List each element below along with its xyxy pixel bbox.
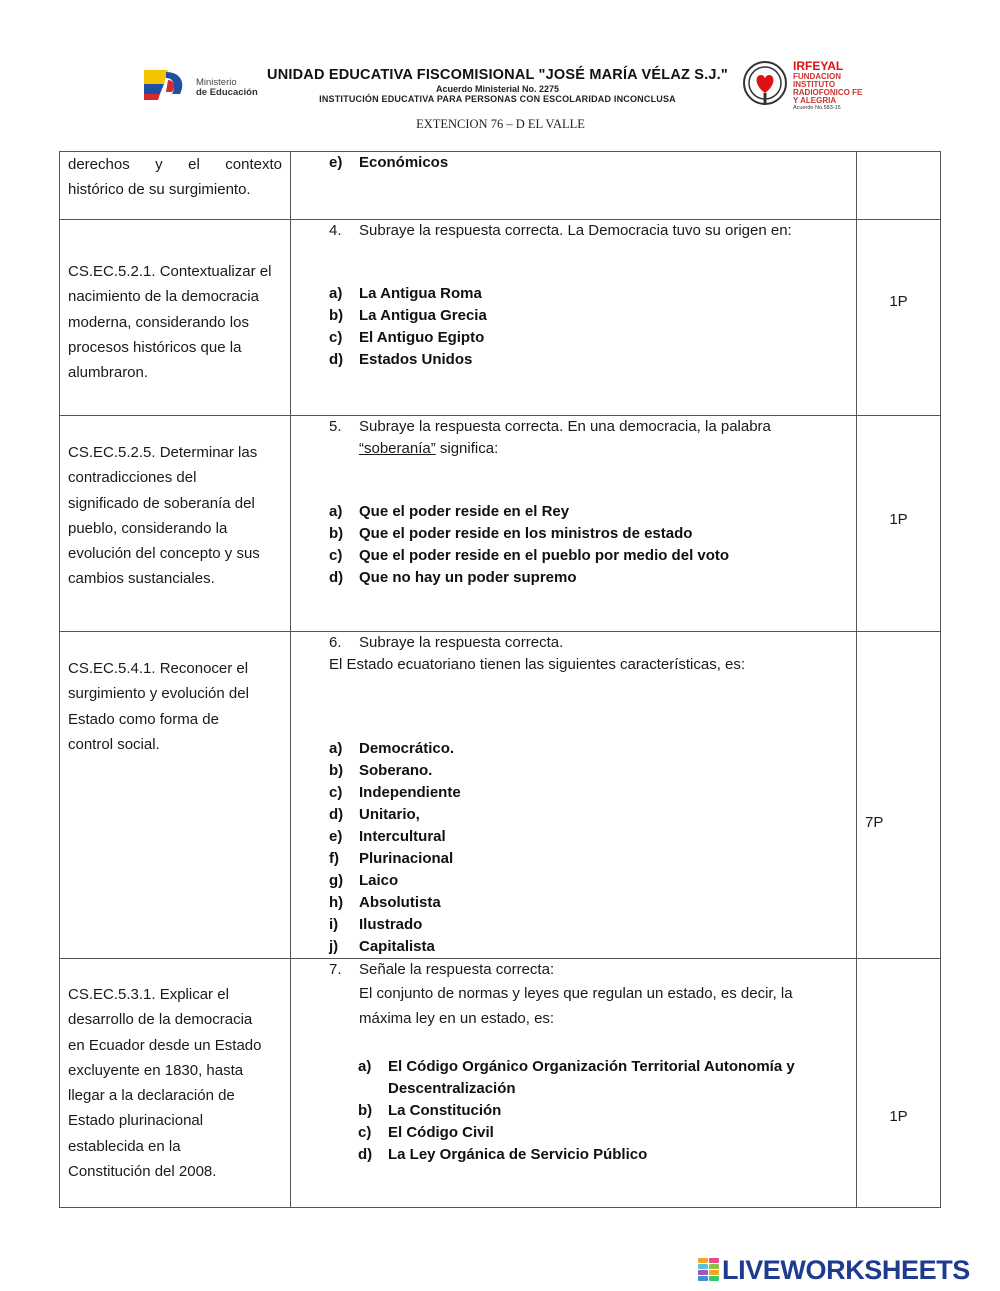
option-letter: i) <box>329 916 339 933</box>
option-letter: c) <box>358 1124 372 1141</box>
question-cell <box>291 152 857 220</box>
question-prompt: Subraye la respuesta correcta. <box>359 634 564 651</box>
standard-line: alumbraron. <box>68 364 149 382</box>
option-item[interactable] <box>329 283 856 305</box>
option-item[interactable] <box>329 804 856 826</box>
option-letter: c) <box>329 784 343 801</box>
standard-line: contradicciones del <box>68 469 197 487</box>
option-item[interactable] <box>358 1144 856 1166</box>
question-text <box>291 220 856 242</box>
option-item[interactable] <box>329 349 856 371</box>
ministerio-label <box>196 78 258 98</box>
standard-line: establecida en la <box>68 1137 181 1155</box>
standard-line: CS.EC.5.2.5. Determinar las <box>68 444 258 461</box>
question-cell <box>291 632 857 959</box>
standard-line: nacimiento de la democracia <box>68 288 259 306</box>
standard-line: en Ecuador desde un Estado <box>68 1036 262 1054</box>
option-letter: a) <box>329 503 343 520</box>
option-item[interactable] <box>329 914 856 936</box>
standard-line: procesos históricos que la <box>68 338 242 356</box>
standard-cell <box>60 416 291 632</box>
standard-line: Estado plurinacional <box>68 1112 204 1130</box>
option-item[interactable] <box>329 848 856 870</box>
question-text <box>291 416 856 438</box>
options-list <box>291 501 856 589</box>
option-text: Económicos <box>359 154 449 171</box>
option-text: La Constitución <box>388 1102 502 1119</box>
option-item[interactable] <box>329 892 856 914</box>
option-item[interactable] <box>358 1100 856 1122</box>
standard-cell <box>60 220 291 416</box>
points-value: 1P <box>889 293 908 310</box>
liveworksheets-logo[interactable] <box>698 1254 994 1286</box>
standard-line: Constitución del 2008. <box>68 1163 217 1181</box>
option-text: Ilustrado <box>359 916 423 933</box>
points-cell <box>857 152 941 220</box>
table-row <box>60 959 941 1208</box>
table-row <box>60 632 941 959</box>
option-letter: d) <box>329 569 344 586</box>
option-letter: b) <box>329 762 344 779</box>
options-list <box>291 738 856 958</box>
option-letter: g) <box>329 872 344 889</box>
question-text <box>291 959 856 981</box>
institucion-description: INSTITUCIÓN EDUCATIVA PARA PERSONAS CON ESCOLARIDAD INCONCLUSA <box>319 94 676 104</box>
option-text: El Código Civil <box>388 1124 494 1141</box>
option-text: La Antigua Roma <box>359 285 482 302</box>
options-list <box>291 1056 856 1166</box>
standard-line: CS.EC.5.3.1. Explicar el <box>68 986 229 1003</box>
table-row <box>60 152 941 220</box>
liveworksheets-brand: LIVEWORKSHEETS <box>722 1255 970 1285</box>
ecuador-flag-icon <box>140 64 192 104</box>
standard-cell <box>60 152 291 220</box>
options-list <box>291 152 856 174</box>
ministerio-line2: de Educación <box>196 87 258 98</box>
option-letter: d) <box>329 806 344 823</box>
option-text: Capitalista <box>359 938 435 955</box>
option-item[interactable] <box>358 1056 856 1100</box>
option-item[interactable] <box>329 870 856 892</box>
option-text: El Antiguo Egipto <box>359 329 485 346</box>
option-letter: e) <box>329 828 343 845</box>
worksheet-table <box>59 151 941 1208</box>
option-item[interactable] <box>329 936 856 958</box>
standard-line: significado de soberanía del <box>68 494 255 512</box>
option-text: Independiente <box>359 784 461 801</box>
standard-line: histórico de su surgimiento. <box>68 181 251 199</box>
points-cell <box>857 959 941 1208</box>
option-text: La Antigua Grecia <box>359 307 487 324</box>
question-text-continuation <box>291 438 856 460</box>
option-text: Soberano. <box>359 762 433 779</box>
irfeyal-logo <box>738 57 863 115</box>
option-text: Plurinacional <box>359 850 454 867</box>
question-prompt: Subraye la respuesta correcta. En una democracia, la palabra <box>359 418 771 435</box>
standard-line: llegar a la declaración de <box>68 1087 235 1105</box>
question-number: 6. <box>329 634 342 651</box>
points-cell <box>857 632 941 959</box>
standard-cell <box>60 959 291 1208</box>
irfeyal-acuerdo: Acuerdo No.583-15 <box>793 105 841 111</box>
standard-line: derechos y el contexto <box>68 156 282 173</box>
school-title-block <box>250 67 745 104</box>
option-text-continuation: Descentralización <box>388 1080 516 1097</box>
question-prompt: Subraye la respuesta correcta. La Democracia tuvo su origen en: <box>359 222 792 239</box>
points-value: 7P <box>865 814 884 831</box>
acuerdo-ministerial: Acuerdo Ministerial No. 2275 <box>435 84 560 94</box>
option-item[interactable] <box>329 523 856 545</box>
option-text: Democrático. <box>359 740 455 757</box>
option-text: Que no hay un poder supremo <box>359 569 577 586</box>
option-item[interactable] <box>329 567 856 589</box>
irfeyal-subtitle: FUNDACION INSTITUTO RADIOFONICO FE Y ALEGRIA <box>793 72 863 105</box>
option-text: Laico <box>359 872 399 889</box>
points-cell <box>857 220 941 416</box>
option-text: Que el poder reside en el Rey <box>359 503 570 520</box>
question-number: 4. <box>329 222 342 239</box>
option-item[interactable] <box>329 545 856 567</box>
option-text: Intercultural <box>359 828 446 845</box>
option-letter: a) <box>329 285 343 302</box>
standard-line: surgimiento y evolución del <box>68 685 249 703</box>
option-item[interactable] <box>329 738 856 760</box>
option-letter: f) <box>329 850 339 867</box>
option-text: Estados Unidos <box>359 351 473 368</box>
option-letter: d) <box>329 351 344 368</box>
option-letter: d) <box>358 1146 373 1163</box>
soberania-term: “soberanía” <box>359 440 436 457</box>
option-letter: j) <box>329 938 339 955</box>
option-item[interactable] <box>329 152 856 174</box>
option-letter: h) <box>329 894 344 911</box>
question-end: significa: <box>435 440 499 457</box>
option-item[interactable] <box>358 1122 856 1144</box>
ministerio-educacion-logo <box>138 60 266 108</box>
option-letter: e) <box>329 154 343 171</box>
standard-line: CS.EC.5.4.1. Reconocer el <box>68 660 249 677</box>
option-letter: b) <box>329 525 344 542</box>
option-item[interactable] <box>329 327 856 349</box>
standard-line: pueblo, considerando la <box>68 519 228 537</box>
option-letter: a) <box>358 1058 372 1075</box>
option-item[interactable] <box>329 305 856 327</box>
option-text: Que el poder reside en los ministros de estado <box>359 525 693 542</box>
question-prompt: Señale la respuesta correcta: <box>359 961 555 978</box>
document-header <box>138 55 863 135</box>
options-list <box>291 283 856 371</box>
ministerio-line1: Ministerio <box>196 77 237 88</box>
question-text-line3: máxima ley en un estado, es: <box>359 1010 555 1027</box>
standard-line: CS.EC.5.2.1. Contextualizar el <box>68 263 272 280</box>
points-value: 1P <box>889 511 908 528</box>
question-text-line2: El conjunto de normas y leyes que regulan un estado, es decir, la <box>359 985 793 1002</box>
option-letter: c) <box>329 329 343 346</box>
option-letter: b) <box>358 1102 373 1119</box>
table-row <box>60 416 941 632</box>
option-item[interactable] <box>329 760 856 782</box>
standard-line: evolución del concepto y sus <box>68 545 260 563</box>
option-text: El Código Orgánico Organización Territorial Autonomía y <box>388 1058 795 1075</box>
points-cell <box>857 416 941 632</box>
option-letter: b) <box>329 307 344 324</box>
standard-line: desarrollo de la democracia <box>68 1011 253 1029</box>
question-cell <box>291 959 857 1208</box>
option-letter: c) <box>329 547 343 564</box>
school-name: UNIDAD EDUCATIVA FISCOMISIONAL "JOSÉ MARÍA VÉLAZ S.J." <box>267 67 728 83</box>
option-text: Que el poder reside en el pueblo por medio del voto <box>359 547 730 564</box>
option-text: Unitario, <box>359 806 420 823</box>
option-text: Absolutista <box>359 894 441 911</box>
extension-label: EXTENCION 76 – D EL VALLE <box>416 117 585 131</box>
standard-line: control social. <box>68 735 160 753</box>
question-number: 5. <box>329 418 342 435</box>
standard-line: excluyente en 1830, hasta <box>68 1061 244 1079</box>
question-number: 7. <box>329 961 342 978</box>
irfeyal-emblem-icon <box>742 59 788 109</box>
standard-line: moderna, considerando los <box>68 313 249 331</box>
standard-cell <box>60 632 291 959</box>
option-letter: a) <box>329 740 343 757</box>
option-item[interactable] <box>329 826 856 848</box>
standard-line: Estado como forma de <box>68 710 219 728</box>
option-item[interactable] <box>329 782 856 804</box>
question-text <box>291 632 856 654</box>
standard-line: cambios sustanciales. <box>68 570 215 588</box>
irfeyal-title: IRFEYAL <box>793 59 844 73</box>
points-value: 1P <box>889 1108 908 1125</box>
table-row <box>60 220 941 416</box>
question-text-line2: El Estado ecuatoriano tienen las siguientes características, es: <box>329 656 746 673</box>
liveworksheets-icon <box>698 1258 720 1282</box>
question-cell <box>291 220 857 416</box>
option-item[interactable] <box>329 501 856 523</box>
option-text: La Ley Orgánica de Servicio Público <box>388 1146 648 1163</box>
question-cell <box>291 416 857 632</box>
